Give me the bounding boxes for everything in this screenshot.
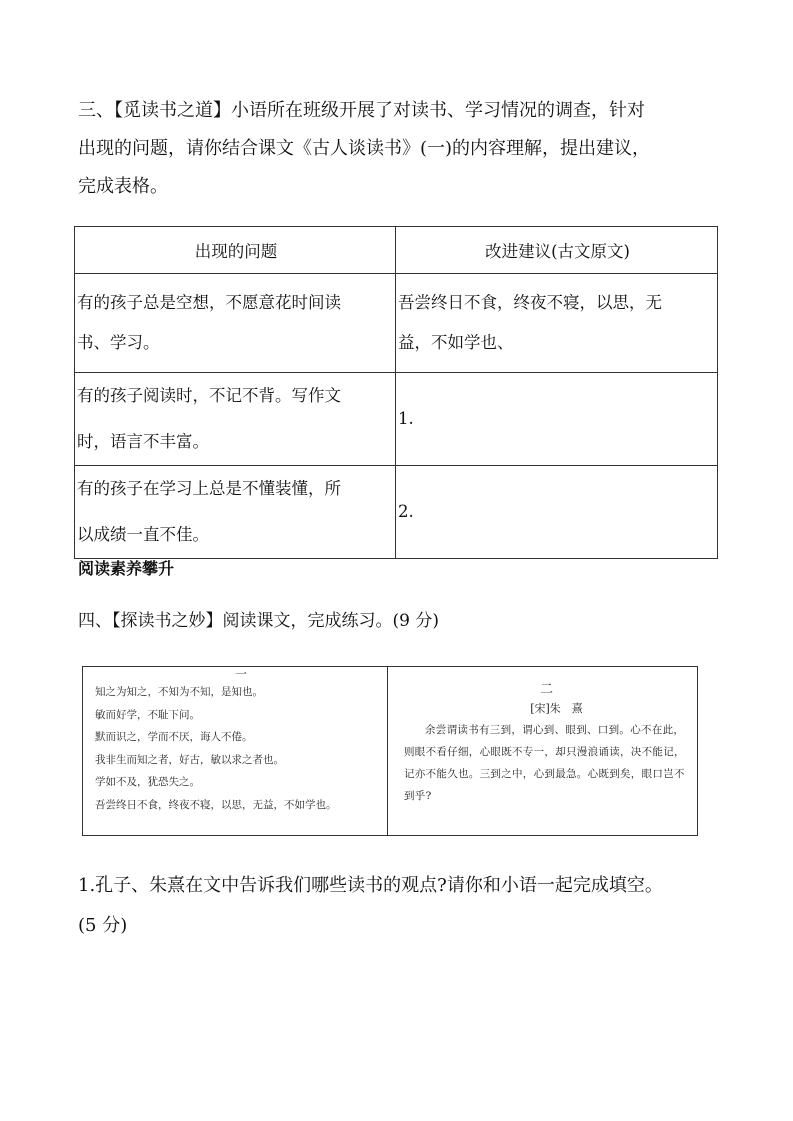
passage-left: [83, 667, 388, 835]
problem-cell: [75, 274, 396, 373]
question-4-1-line-2: (5 分): [78, 915, 128, 936]
passage-line: 默而识之，学而不厌，诲人不倦。: [95, 731, 253, 743]
section-title: 阅读素养攀升: [78, 559, 175, 578]
suggestion-text-line: 益，不如学也、: [398, 333, 514, 352]
problem-cell: [75, 373, 396, 466]
suggestion-cell: [396, 274, 718, 373]
problem-text-line: 有的孩子总是空想，不愿意花时间读: [77, 293, 341, 312]
problem-cell: [75, 466, 396, 559]
table-header-row: [75, 227, 718, 274]
passage-body: 余尝谓读书有三到，谓心到、眼到、口到。心不在此，则眼不看仔细，心眼既不专一，却只漫浪诵读，决不能记，记亦不能久也。三到之中，心到最急。心既到矣，眼口岂不到乎?: [404, 724, 685, 802]
header-problem: 出现的问题: [75, 227, 396, 274]
problem-text-line: 有的孩子在学习上总是不懂装懂，所: [77, 479, 341, 498]
answer-blank-1[interactable]: 1.: [396, 373, 718, 466]
header-suggestion: 改进建议(古文原文): [396, 227, 718, 274]
answer-blank-2[interactable]: 2.: [396, 466, 718, 559]
passage-right-title: 二: [539, 682, 553, 697]
passage-left-title: 一: [234, 667, 247, 681]
problem-text-line: 以成绩一直不佳。: [77, 525, 209, 544]
problem-text-line: 时，语言不丰富。: [77, 432, 209, 451]
question-3-line-1: 三、【觅读书之道】小语所在班级开展了对读书、学习情况的调查，针对: [78, 100, 645, 121]
passage-line: 敏而好学，不耻下问。: [95, 708, 200, 721]
passage-line: 我非生而知之者，好古，敏以求之者也。: [95, 753, 284, 766]
table-row: [75, 373, 718, 466]
suggestion-table: [74, 226, 718, 559]
table-row: [75, 274, 718, 373]
table-row: [75, 466, 718, 559]
question-3-line-3: 完成表格。: [78, 176, 168, 197]
question-4-1: [78, 866, 738, 946]
suggestion-text-line: 吾尝终日不食，终夜不寝，以思，无: [398, 293, 662, 312]
passage-line: 吾尝终日不食，终夜不寝，以思，无益，不如学也。: [95, 798, 337, 811]
problem-text-line: 有的孩子阅读时，不记不背。写作文: [77, 386, 341, 405]
passage-line: 学如不及，犹恐失之。: [95, 776, 200, 788]
problem-text-line: 书、学习。: [77, 333, 160, 352]
passage-box: [82, 666, 698, 836]
passage-line: 知之为知之，不知为不知，是知也。: [95, 686, 263, 698]
passage-right: [388, 667, 697, 835]
question-4: 四、【探读书之妙】阅读课文，完成练习。(9 分): [78, 611, 439, 631]
question-4-1-line-1: 1.孔子、朱熹在文中告诉我们哪些读书的观点?请你和小语一起完成填空。: [78, 875, 663, 896]
passage-author: [宋]朱 熹: [530, 702, 583, 715]
question-3-line-2: 出现的问题，请你结合课文《古人谈读书》(一)的内容理解，提出建议，: [78, 138, 651, 159]
question-3: [78, 92, 728, 206]
